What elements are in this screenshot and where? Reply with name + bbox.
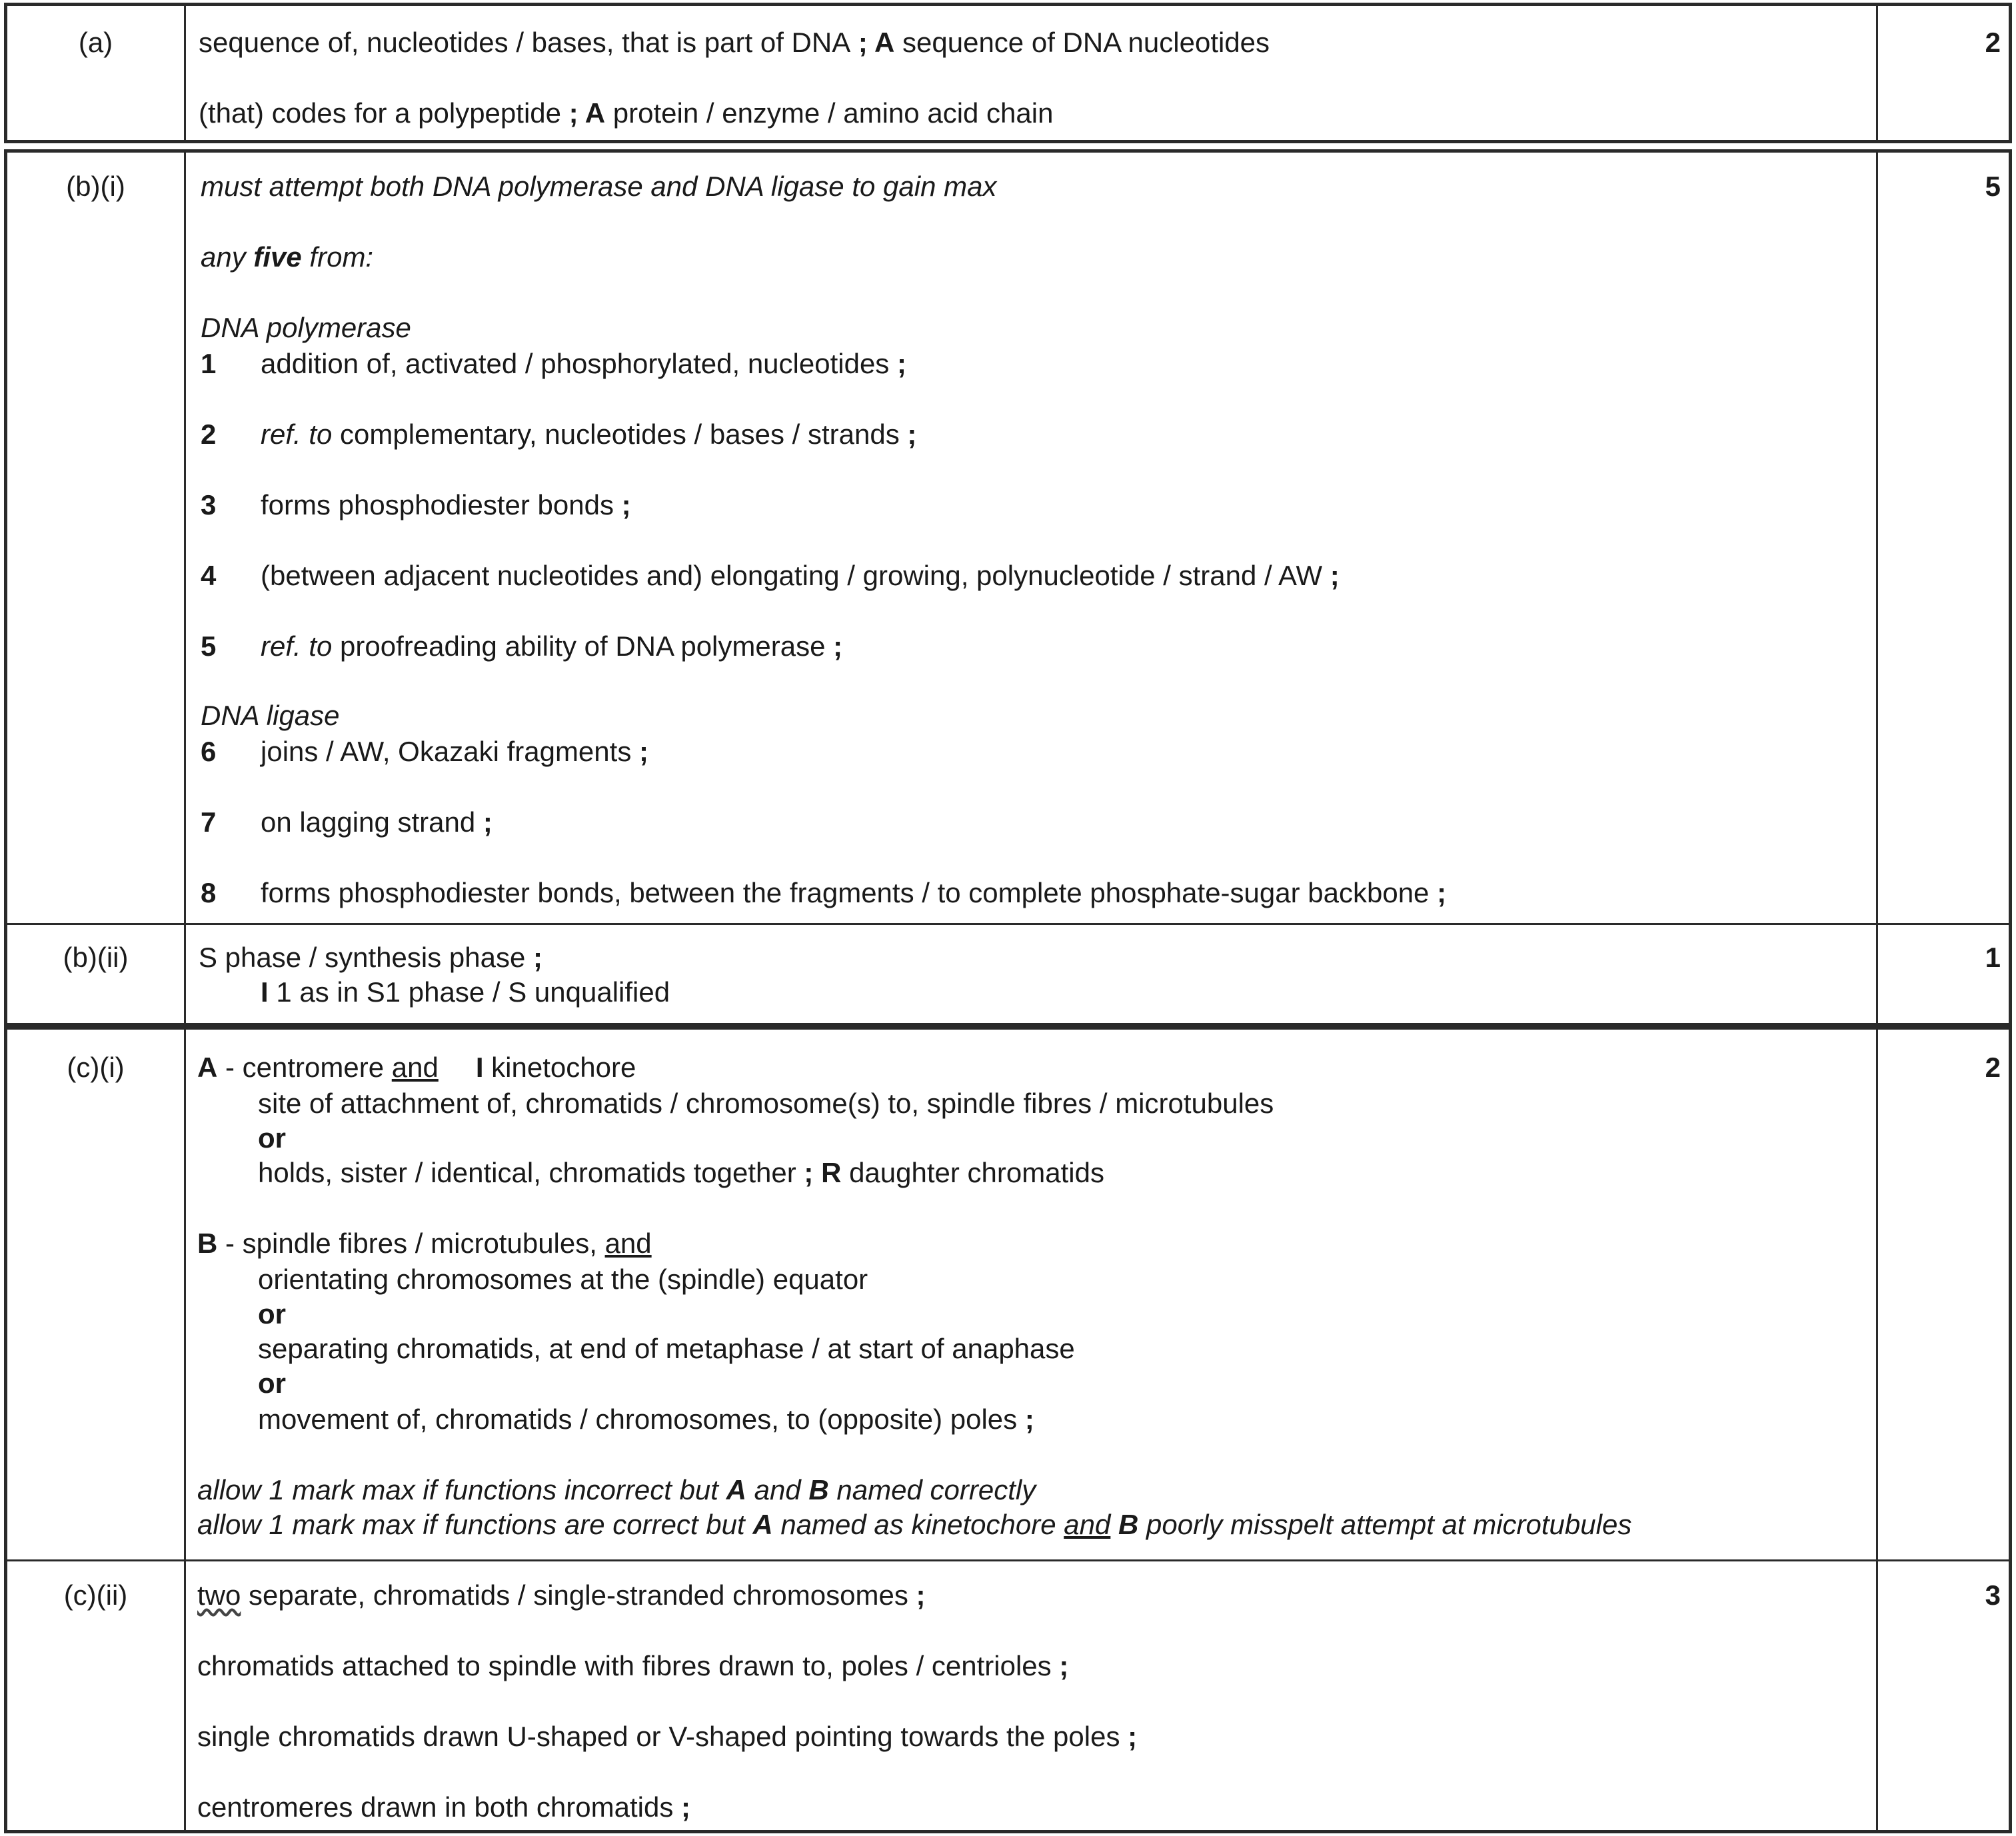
point-body: (between adjacent nucleotides and) elongating / growing, polynucleotide / strand / AW [261,560,1323,591]
point-body: forms phosphodiester bonds [261,489,614,520]
accept-text: sequence of DNA nucleotides [894,27,1270,58]
point-text [261,558,1340,594]
answer-text: movement of, chromatids / chromosomes, to (opposite) poles [258,1403,1018,1435]
separator: ; [1322,560,1340,591]
answer-text: chromatids attached to spindle with fibres drawn to, poles / centrioles [197,1650,1052,1681]
point-text [261,487,631,523]
answer-line [197,1719,1137,1755]
separator: ; [1120,1721,1138,1752]
marks-value: 5 [1985,171,2001,202]
row-c-i [7,1030,2009,1559]
point-text [261,346,906,382]
separator: ; [631,736,648,767]
spacer [1110,1509,1118,1540]
function-line: orientating chromosomes at the (spindle) equator [258,1264,868,1295]
reject-text: daughter chromatids [841,1157,1104,1188]
note-text: from: [301,241,374,273]
point-text [261,875,1446,911]
point-body: on lagging strand [261,806,476,838]
row-b-i [7,153,2009,923]
point-number: 4 [201,560,217,591]
marks-value: 2 [1985,27,2001,58]
accept-marker: A [584,97,606,129]
question-label: (b)(i) [66,171,125,202]
separator: ; [825,630,843,662]
ignore-text: kinetochore [483,1052,636,1083]
any-five-line [201,239,373,275]
marks-value: 2 [1985,1052,2001,1083]
section-heading: DNA polymerase [201,312,411,343]
block-b [4,149,2012,1026]
row-c-ii [7,1559,2009,1832]
point-body: proofreading ability of DNA polymerase [332,630,826,662]
accept-marker: A [874,27,895,58]
marks-value: 3 [1985,1579,2001,1611]
answer-line [199,940,542,976]
function-line: site of attachment of, chromatids / chromosome(s) to, spindle fibres / microtubules [258,1088,1274,1119]
and-underlined: and [604,1228,652,1259]
point-prefix: ref. to [261,630,333,662]
note-text: poorly misspelt attempt at microtubules [1138,1509,1632,1540]
point-body: forms phosphodiester bonds, between the fragments / to complete phosphate-sugar backbone [261,877,1430,908]
separator: ; [899,419,917,450]
or-connector: or [258,1368,286,1399]
structure-label: B [197,1228,218,1259]
or-connector: or [258,1298,286,1330]
separator: ; [796,1157,822,1188]
structure-label: A [752,1509,773,1540]
structure-name: - spindle fibres / microtubules, [217,1228,605,1259]
block-a [4,3,2012,143]
ignore-marker: I [261,976,269,1008]
reject-marker: R [821,1157,842,1188]
or-connector: or [258,1122,286,1154]
structure-name: - centromere [217,1052,392,1083]
answer-line [197,1789,690,1825]
function-line: separating chromatids, at end of metaphase / at start of anaphase [258,1333,1075,1364]
answer-line [197,1648,1068,1684]
answer-text: separate, chromatids / single-stranded chromosomes [241,1579,908,1611]
section-heading: DNA ligase [201,700,340,731]
answer-text: single chromatids drawn U-shaped or V-shaped pointing towards the poles [197,1721,1120,1752]
answer-text: centromeres drawn in both chromatids [197,1791,674,1823]
examiner-note [197,1472,1036,1508]
label-a-line [197,1050,636,1086]
answer-text: holds, sister / identical, chromatids together [258,1157,796,1188]
note-text: allow 1 mark max if functions incorrect but [197,1474,726,1505]
separator: ; [850,27,874,58]
marks-value: 1 [1985,942,2001,973]
and-underlined: and [1064,1509,1111,1540]
ignore-text: 1 as in S1 phase / S unqualified [268,976,670,1008]
separator: ; [908,1579,926,1611]
separator: ; [1429,877,1447,908]
point-number: 7 [201,806,217,838]
answer-text: S phase / synthesis phase [199,942,526,973]
answer-line [199,95,1053,131]
two-wavy-underlined: two [197,1579,241,1611]
structure-label: B [1118,1509,1139,1540]
answer-text: sequence of, nucleotides / bases, that is part of DNA [199,27,851,58]
label-b-line [197,1226,652,1262]
row-b-ii [7,923,2009,1025]
function-line [258,1155,1104,1191]
separator: ; [1017,1403,1034,1435]
question-label: (b)(ii) [63,942,129,973]
point-number: 8 [201,877,217,908]
question-label: (c)(i) [67,1052,125,1083]
separator: ; [475,806,493,838]
examiner-note: must attempt both DNA polymerase and DNA ligase to gain max [201,171,997,202]
point-text [261,734,648,770]
separator: ; [561,97,585,129]
question-label: (a) [78,27,113,58]
structure-label: A [197,1052,218,1083]
separator: ; [525,942,542,973]
and-underlined: and [391,1052,439,1083]
note-text: and [746,1474,809,1505]
accept-text: protein / enzyme / amino acid chain [605,97,1054,129]
point-text [261,417,916,453]
separator: ; [889,348,906,379]
point-number: 2 [201,419,217,450]
examiner-note [197,1507,1631,1543]
structure-label: A [726,1474,746,1505]
point-number: 3 [201,489,217,520]
emphasis: five [253,241,302,273]
block-c [4,1026,2012,1833]
separator: ; [613,489,631,520]
note-text: any [201,241,254,273]
ignore-marker: I [475,1052,484,1083]
answer-line [197,1577,925,1613]
point-body: complementary, nucleotides / bases / strands [332,419,900,450]
point-number: 1 [201,348,217,379]
ignore-line [261,974,670,1010]
point-number: 6 [201,736,217,767]
point-text [261,804,493,840]
separator: ; [1051,1650,1069,1681]
point-text [261,628,842,664]
separator: ; [673,1791,690,1823]
point-body: joins / AW, Okazaki fragments [261,736,632,767]
structure-label: B [808,1474,829,1505]
point-prefix: ref. to [261,419,333,450]
answer-line [199,25,1270,61]
answer-text: (that) codes for a polypeptide [199,97,561,129]
function-line [258,1401,1034,1437]
question-label: (c)(ii) [63,1579,128,1611]
row-a [7,6,2009,140]
point-number: 5 [201,630,217,662]
note-text: named as kinetochore [772,1509,1064,1540]
note-text: allow 1 mark max if functions are correct but [197,1509,753,1540]
point-body: addition of, activated / phosphorylated, nucleotides [261,348,890,379]
note-text: named correctly [828,1474,1036,1505]
